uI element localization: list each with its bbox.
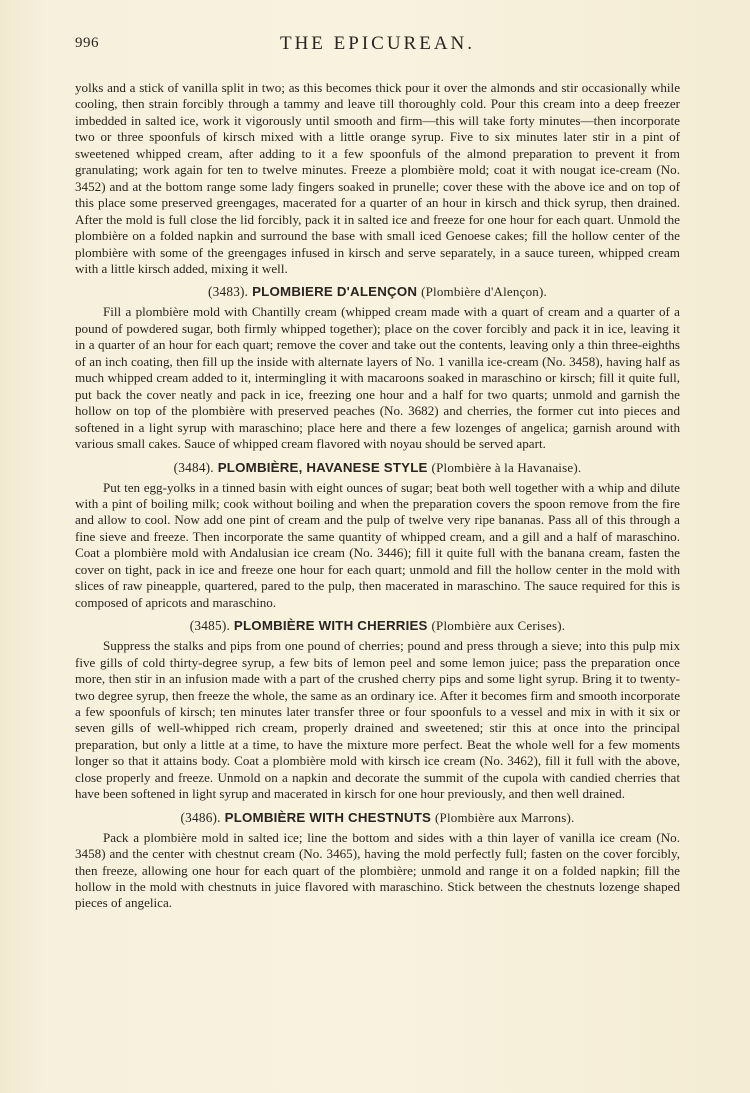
continued-paragraph: yolks and a stick of vanilla split in two; as this becomes thick pour it over the almonds and stir occasionally while cooling, then strain forcibly through a tammy and leave till thoroughly cold. Pour this cream into a deep freezer imbedded in salted ice, work it vigorously until smooth and firm—this will take forty minutes—then incorporate two or three spoonfuls of kirsch mixed with a little orange syrup. Five to six minutes later stir in a pint of sweetened whipped cream, after adding to it a few spoonfuls of the almond preparation to prevent it from granulating; work again for ten to twelve minutes. Freeze a plombière mold; coat it with nougat ice-cream (No. 3452) and at the bottom range some lady fingers soaked in prunelle; cover these with the above ice and on top of this place some preserved greengages, macerated for a quarter of an hour in kirsch and thick syrup, then drained. After the mold is full close the lid forcibly, pack it in salted ice and freeze for one hour for each quart. Unmold the plombière on a folded napkin and surround the base with small iced Genoese cakes; fill the hollow center of the plombière with some of the greengages infused in kirsch and serve separately, in a sauce tureen, whipped cream with a little kirsch added, mixing it well.: [75, 80, 680, 276]
recipe-heading-3485: [75, 617, 680, 634]
recipe-french-title: (Plombière aux Cerises).: [431, 618, 566, 634]
recipe-body-3486: Pack a plombière mold in salted ice; line the bottom and sides with a thin layer of vanilla ice cream (No. 3458) and the center with chestnut cream (No. 3465), having the mold perfectly full; fasten on the cover forcibly, then freeze, allowing one hour for each quart of the plombière; unmold and range it on a folded napkin; fill the hollow in the mold with chestnuts in juice flavored with maraschino. Stick between the chestnuts lozenge shaped pieces of angelica.: [75, 829, 680, 911]
book-title: THE EPICUREAN.: [279, 33, 476, 54]
recipe-body-3484: Put ten egg-yolks in a tinned basin with eight ounces of sugar; beat both well together with a whip and dilute with a pint of boiling milk; cook without boiling and when the preparation covers the spoon remove from the fire and allow to cool. Now add one pint of cream and the pulp of twelve very ripe bananas. Pass all of this through a fine sieve and freeze. Then incorporate the same quantity of whipped cream, and a gill and a half of maraschino. Coat a plombière mold with Andalusian ice cream (No. 3446); fill it quite full with the banana cream, fasten the cover on tight, pack in ice and freeze one hour for each quart; unmold and fill the hollow center in the mold with slices of raw pineapple, quartered, pared to the pulp, then macerated in maraschino. The sauce required for this is composed of apricots and maraschino.: [75, 479, 680, 610]
recipe-body-3485: Suppress the stalks and pips from one pound of cherries; pound and press through a sieve; into this pulp mix five gills of cold thirty-degree syrup, a few bits of lemon peel and some lemon juice; pass the preparation once more, then stir in an infusion made with a part of the crushed cherry pips and some light syrup. Bring it to twenty-two degree syrup, then freeze the whole, the same as an ordinary ice. After it becomes firm and smooth incorporate a few spoonfuls of kirsch; ten minutes later transfer three or four spoonfuls to a vessel and mix in with it six or seven gills of well-whipped rich cream, properly drained and sweetened; stir this at once into the principal preparation, but only a little at a time, to have the mixture more perfect. Beat the whole well for a few moments longer so that it attains body. Coat a plombière mold with kirsch ice cream (No. 3462), fill it full with the above, close properly and freeze. Unmold on a napkin and decorate the summit of the cupola with candied cherries that have been softened in light syrup and macerated in kirsch for one hour previously, and then well drained.: [75, 638, 680, 802]
recipe-title: PLOMBIERE D'ALENÇON: [252, 284, 418, 300]
recipe-french-title: (Plombière aux Marrons).: [435, 809, 575, 825]
recipe-french-title: (Plombière à la Havanaise).: [431, 459, 582, 475]
page-number: 996: [75, 35, 99, 51]
recipe-title: PLOMBIÈRE WITH CHERRIES: [233, 618, 428, 634]
recipe-heading-3484: [75, 459, 680, 476]
recipe-heading-3483: [75, 283, 680, 300]
recipe-number: (3486).: [180, 809, 221, 825]
recipe-number: (3483).: [208, 284, 249, 300]
recipe-title: PLOMBIÈRE, HAVANESE STYLE: [217, 459, 428, 475]
recipe-title: PLOMBIÈRE WITH CHESTNUTS: [224, 809, 432, 825]
recipe-number: (3485).: [189, 618, 230, 634]
recipe-french-title: (Plombière d'Alençon).: [421, 284, 547, 300]
recipe-heading-3486: [75, 809, 680, 826]
running-head: [75, 33, 680, 57]
page-content: [75, 80, 680, 912]
recipe-body-3483: Fill a plombière mold with Chantilly cream (whipped cream made with a quart of cream and a quarter of a pound of powdered sugar, both firmly whipped together); place on the cover forcibly and pack it in ice, leaving it in a quarter of an hour for each quart; remove the cover and take out the contents, leaving only a thin three-eighths of an inch coating, then fill up the inside with alternate layers of No. 1 vanilla ice-cream (No. 3458), having half as much whipped cream added to it, intermingling it with macaroons soaked in maraschino or kirsch; fill it quite full, put back the cover neatly and pack in ice, freezing one hour and a half for two quarts; unmold and garnish the hollow on top of the plombière with preserved peaches (No. 3682) and cherries, the former cut into pieces and softened in a light syrup with maraschino; place here and there a few lozenges of angelica; garnish around with various small cakes. Sauce of whipped cream flavored with noyau should be served apart.: [75, 304, 680, 452]
recipe-number: (3484).: [173, 459, 214, 475]
